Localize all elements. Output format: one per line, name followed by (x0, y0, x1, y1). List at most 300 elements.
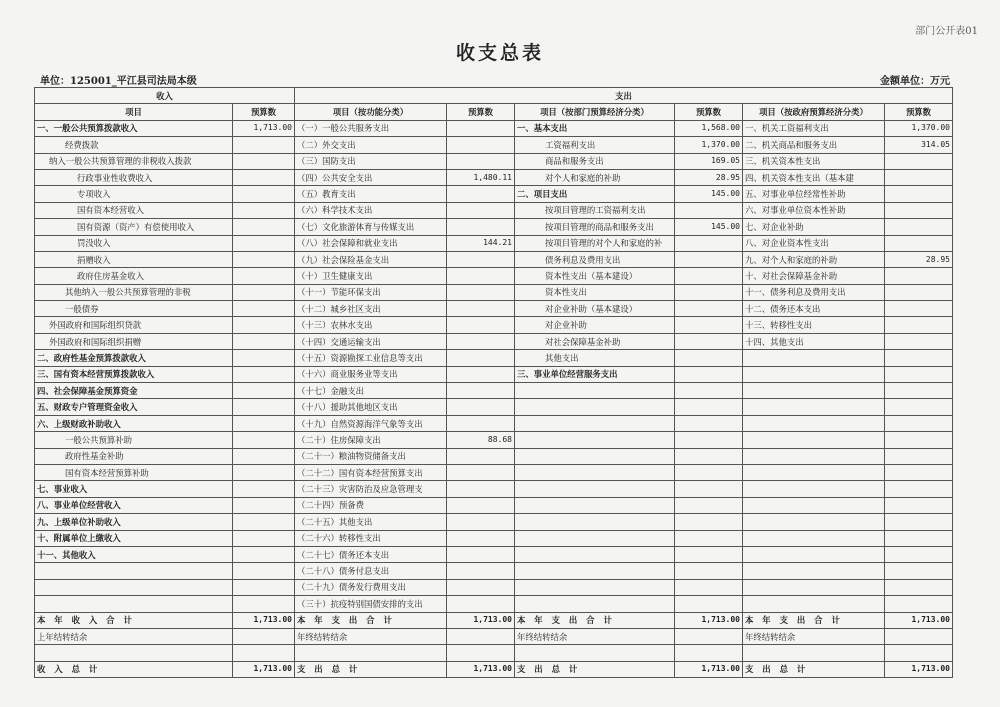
dept-amount (675, 399, 743, 415)
table-row (35, 579, 953, 595)
func-item: （十八）援助其他地区支出 (295, 399, 447, 415)
income-item: 五、财政专户管理资金收入 (35, 399, 233, 415)
end-balance-label: 年终结转结余 (515, 628, 675, 644)
gov-amount (885, 350, 953, 366)
dept-item (515, 432, 675, 448)
table-row (35, 596, 953, 612)
func-item: （二十九）债务发行费用支出 (295, 579, 447, 595)
dept-item: 一、基本支出 (515, 120, 675, 136)
dept-item: 债务利息及费用支出 (515, 251, 675, 267)
col-item-header: 项目 (35, 104, 233, 120)
func-amount: 88.68 (447, 432, 515, 448)
table-row (35, 366, 953, 382)
end-balance-label: 年终结转结余 (295, 628, 447, 644)
income-item: 其他纳入一般公共预算管理的非税 (35, 284, 233, 300)
table-row (35, 251, 953, 267)
dept-item (515, 497, 675, 513)
gov-amount (885, 284, 953, 300)
table-row (35, 350, 953, 366)
func-item: （一）一般公共服务支出 (295, 120, 447, 136)
gov-item (743, 415, 885, 431)
income-grand-total-value: 1,713.00 (233, 661, 295, 677)
func-amount (447, 268, 515, 284)
dept-amount (675, 579, 743, 595)
gov-item (743, 530, 885, 546)
gov-amount (885, 497, 953, 513)
income-amount (233, 497, 295, 513)
func-amount (447, 415, 515, 431)
blank-cell (675, 645, 743, 661)
table-row (35, 497, 953, 513)
dept-item (515, 579, 675, 595)
expense-grand-total-value: 1,713.00 (447, 661, 515, 677)
blank-cell (743, 645, 885, 661)
dept-item: 按项目管理的商品和服务支出 (515, 219, 675, 235)
func-amount (447, 219, 515, 235)
table-row (35, 530, 953, 546)
gov-amount (885, 530, 953, 546)
func-item: （二十）住房保障支出 (295, 432, 447, 448)
income-item (35, 563, 233, 579)
dept-amount (675, 415, 743, 431)
income-item: 专项收入 (35, 186, 233, 202)
expense-grand-total-value: 1,713.00 (885, 661, 953, 677)
func-amount (447, 284, 515, 300)
gov-amount (885, 415, 953, 431)
func-item: （三）国防支出 (295, 153, 447, 169)
dept-amount (675, 546, 743, 562)
func-item: （十）卫生健康支出 (295, 268, 447, 284)
year-expense-total-label: 本 年 支 出 合 计 (743, 612, 885, 628)
dept-item (515, 596, 675, 612)
end-balance-value (675, 628, 743, 644)
income-item (35, 596, 233, 612)
income-amount (233, 251, 295, 267)
func-item: （十六）商业服务业等支出 (295, 366, 447, 382)
gov-amount (885, 481, 953, 497)
dept-item (515, 383, 675, 399)
end-balance-label: 年终结转结余 (743, 628, 885, 644)
gov-amount (885, 399, 953, 415)
dept-item (515, 546, 675, 562)
year-expense-total-value: 1,713.00 (447, 612, 515, 628)
income-amount (233, 350, 295, 366)
gov-item (743, 497, 885, 513)
dept-amount (675, 432, 743, 448)
gov-item: 十四、其他支出 (743, 333, 885, 349)
income-amount (233, 579, 295, 595)
func-item: （二十七）债务还本支出 (295, 546, 447, 562)
gov-item: 一、机关工资福利支出 (743, 120, 885, 136)
gov-amount (885, 546, 953, 562)
table-row (35, 317, 953, 333)
table-row (35, 481, 953, 497)
func-item: （十四）交通运输支出 (295, 333, 447, 349)
year-expense-total-label: 本 年 支 出 合 计 (515, 612, 675, 628)
gov-amount: 1,370.00 (885, 120, 953, 136)
gov-amount (885, 464, 953, 480)
dept-amount (675, 366, 743, 382)
gov-amount (885, 153, 953, 169)
income-amount (233, 333, 295, 349)
func-amount (447, 333, 515, 349)
func-amount (447, 350, 515, 366)
dept-item: 工资福利支出 (515, 137, 675, 153)
func-item: （二）外交支出 (295, 137, 447, 153)
dept-amount (675, 251, 743, 267)
income-item: 九、上级单位补助收入 (35, 514, 233, 530)
income-amount (233, 169, 295, 185)
func-item: （二十一）粮油物资储备支出 (295, 448, 447, 464)
dept-amount (675, 464, 743, 480)
gov-item: 八、对企业资本性支出 (743, 235, 885, 251)
dept-amount (675, 596, 743, 612)
gov-item (743, 350, 885, 366)
income-amount (233, 317, 295, 333)
income-item: 政府性基金补助 (35, 448, 233, 464)
income-amount (233, 137, 295, 153)
func-item: （十三）农林水支出 (295, 317, 447, 333)
func-item: （九）社会保险基金支出 (295, 251, 447, 267)
gov-amount (885, 235, 953, 251)
func-amount (447, 383, 515, 399)
page-title: 收支总表 (455, 42, 544, 64)
table-row (35, 546, 953, 562)
gov-item: 九、对个人和家庭的补助 (743, 251, 885, 267)
income-item: 十、附属单位上缴收入 (35, 530, 233, 546)
expense-grand-total-label: 支 出 总 计 (743, 661, 885, 677)
income-amount (233, 153, 295, 169)
dept-item: 其他支出 (515, 350, 675, 366)
func-amount (447, 317, 515, 333)
end-balance-value (885, 628, 953, 644)
table-row (35, 383, 953, 399)
income-item: 六、上级财政补助收入 (35, 415, 233, 431)
gov-item: 十三、转移性支出 (743, 317, 885, 333)
func-item: （八）社会保障和就业支出 (295, 235, 447, 251)
income-item: 经费拨款 (35, 137, 233, 153)
table-row (35, 268, 953, 284)
gov-amount (885, 448, 953, 464)
func-amount (447, 514, 515, 530)
income-item: 二、政府性基金预算拨款收入 (35, 350, 233, 366)
income-item: 八、事业单位经营收入 (35, 497, 233, 513)
gov-item (743, 366, 885, 382)
blank-cell (35, 645, 233, 661)
gov-amount (885, 596, 953, 612)
dept-item (515, 415, 675, 431)
gov-amount (885, 366, 953, 382)
income-amount (233, 284, 295, 300)
gov-item: 十、对社会保障基金补助 (743, 268, 885, 284)
dept-item: 对企业补助（基本建设） (515, 301, 675, 317)
table-row (35, 563, 953, 579)
expense-grand-total-value: 1,713.00 (675, 661, 743, 677)
dept-amount (675, 481, 743, 497)
income-amount (233, 186, 295, 202)
income-amount (233, 235, 295, 251)
income-item: 国有资源（资产）有偿使用收入 (35, 219, 233, 235)
income-item: 行政事业性收费收入 (35, 169, 233, 185)
income-amount (233, 530, 295, 546)
func-amount (447, 530, 515, 546)
dept-amount: 28.95 (675, 169, 743, 185)
income-item: 四、社会保障基金预算资金 (35, 383, 233, 399)
income-item (35, 579, 233, 595)
dept-amount (675, 497, 743, 513)
dept-amount (675, 284, 743, 300)
dept-item (515, 530, 675, 546)
income-amount (233, 514, 295, 530)
table-row (35, 415, 953, 431)
gov-item: 六、对事业单位资本性补助 (743, 202, 885, 218)
income-item: 政府住房基金收入 (35, 268, 233, 284)
func-item: （二十八）债务付息支出 (295, 563, 447, 579)
gov-amount (885, 563, 953, 579)
func-item: （五）教育支出 (295, 186, 447, 202)
func-amount (447, 153, 515, 169)
func-amount (447, 546, 515, 562)
dept-item: 三、事业单位经营服务支出 (515, 366, 675, 382)
dept-amount (675, 514, 743, 530)
income-amount: 1,713.00 (233, 120, 295, 136)
col-dept-header: 项目（按部门预算经济分类） (515, 104, 675, 120)
dept-amount (675, 235, 743, 251)
table-row (35, 235, 953, 251)
func-amount (447, 186, 515, 202)
income-grand-total-label: 收 入 总 计 (35, 661, 233, 677)
income-amount (233, 202, 295, 218)
income-amount (233, 399, 295, 415)
income-amount (233, 415, 295, 431)
table-row (35, 333, 953, 349)
func-item: （四）公共安全支出 (295, 169, 447, 185)
income-amount (233, 268, 295, 284)
blank-cell (515, 645, 675, 661)
dept-item: 对社会保障基金补助 (515, 333, 675, 349)
table-row (35, 137, 953, 153)
income-amount (233, 301, 295, 317)
table-row (35, 448, 953, 464)
gov-item: 五、对事业单位经常性补助 (743, 186, 885, 202)
year-expense-total-value: 1,713.00 (675, 612, 743, 628)
income-amount (233, 596, 295, 612)
gov-item (743, 481, 885, 497)
expense-header: 支出 (295, 88, 953, 104)
gov-item: 十二、债务还本支出 (743, 301, 885, 317)
func-item: （七）文化旅游体育与传媒支出 (295, 219, 447, 235)
prev-balance-value (233, 628, 295, 644)
income-amount (233, 383, 295, 399)
gov-item (743, 579, 885, 595)
func-amount (447, 448, 515, 464)
dept-amount (675, 563, 743, 579)
table-row (35, 464, 953, 480)
income-item: 国有资本经营收入 (35, 202, 233, 218)
table-row (35, 432, 953, 448)
gov-item (743, 448, 885, 464)
dept-amount (675, 202, 743, 218)
col-gov-header: 项目（按政府预算经济分类） (743, 104, 885, 120)
gov-amount: 314.05 (885, 137, 953, 153)
col-amount-header: 预算数 (233, 104, 295, 120)
gov-amount (885, 383, 953, 399)
gov-item (743, 399, 885, 415)
func-item: （十一）节能环保支出 (295, 284, 447, 300)
end-balance-value (447, 628, 515, 644)
income-amount (233, 448, 295, 464)
table-row (35, 219, 953, 235)
income-amount (233, 546, 295, 562)
dept-amount (675, 268, 743, 284)
dept-item: 资本性支出（基本建设） (515, 268, 675, 284)
gov-amount (885, 202, 953, 218)
table-row (35, 169, 953, 185)
func-amount: 1,480.11 (447, 169, 515, 185)
dept-amount: 1,370.00 (675, 137, 743, 153)
dept-item: 按项目管理的对个人和家庭的补 (515, 235, 675, 251)
income-header: 收入 (35, 88, 295, 104)
income-amount (233, 464, 295, 480)
income-item: 三、国有资本经营预算拨款收入 (35, 366, 233, 382)
gov-amount (885, 333, 953, 349)
summary-table (34, 87, 953, 678)
func-amount (447, 366, 515, 382)
income-item: 纳入一般公共预算管理的非税收入拨款 (35, 153, 233, 169)
gov-amount (885, 186, 953, 202)
gov-amount: 28.95 (885, 251, 953, 267)
dept-amount: 145.00 (675, 186, 743, 202)
func-item: （二十二）国有资本经营预算支出 (295, 464, 447, 480)
dept-amount: 169.05 (675, 153, 743, 169)
dept-amount (675, 301, 743, 317)
table-row (35, 153, 953, 169)
table-row (35, 301, 953, 317)
unit-name: 单位：125001_平江县司法局本级 (40, 76, 197, 87)
dept-item (515, 563, 675, 579)
table-row (35, 202, 953, 218)
func-item: （十五）资源勘探工业信息等支出 (295, 350, 447, 366)
dept-item (515, 448, 675, 464)
func-amount (447, 137, 515, 153)
dept-amount: 145.00 (675, 219, 743, 235)
income-item: 外国政府和国际组织贷款 (35, 317, 233, 333)
gov-amount (885, 169, 953, 185)
table-row (35, 284, 953, 300)
dept-item (515, 464, 675, 480)
func-amount (447, 301, 515, 317)
col-amount-header: 预算数 (447, 104, 515, 120)
form-code: 部门公开表01 (915, 26, 978, 37)
income-amount (233, 219, 295, 235)
dept-item: 对企业补助 (515, 317, 675, 333)
gov-item: 十一、债务利息及费用支出 (743, 284, 885, 300)
income-amount (233, 481, 295, 497)
income-item: 一、一般公共预算拨款收入 (35, 120, 233, 136)
dept-item (515, 399, 675, 415)
income-item: 十一、其他收入 (35, 546, 233, 562)
year-expense-total-value: 1,713.00 (885, 612, 953, 628)
gov-item (743, 383, 885, 399)
func-amount (447, 464, 515, 480)
dept-amount (675, 333, 743, 349)
income-item: 捐赠收入 (35, 251, 233, 267)
func-amount (447, 399, 515, 415)
gov-amount (885, 514, 953, 530)
blank-cell (233, 645, 295, 661)
gov-amount (885, 301, 953, 317)
gov-item: 二、机关商品和服务支出 (743, 137, 885, 153)
gov-item (743, 546, 885, 562)
func-amount (447, 120, 515, 136)
dept-amount (675, 383, 743, 399)
func-amount (447, 596, 515, 612)
dept-amount (675, 350, 743, 366)
income-item: 一般债券 (35, 301, 233, 317)
func-item: （十二）城乡社区支出 (295, 301, 447, 317)
table-row (35, 186, 953, 202)
year-expense-total-label: 本 年 支 出 合 计 (295, 612, 447, 628)
dept-amount: 1,568.00 (675, 120, 743, 136)
gov-item (743, 596, 885, 612)
gov-amount (885, 579, 953, 595)
func-item: （十九）自然资源海洋气象等支出 (295, 415, 447, 431)
income-amount (233, 432, 295, 448)
func-item: （十七）金融支出 (295, 383, 447, 399)
func-amount (447, 251, 515, 267)
income-item: 外国政府和国际组织捐赠 (35, 333, 233, 349)
gov-item: 四、机关资本性支出（基本建 (743, 169, 885, 185)
dept-item: 资本性支出 (515, 284, 675, 300)
func-item: （二十四）预备费 (295, 497, 447, 513)
dept-amount (675, 530, 743, 546)
income-amount (233, 563, 295, 579)
col-amount-header: 预算数 (885, 104, 953, 120)
table-row (35, 120, 953, 136)
income-item: 罚没收入 (35, 235, 233, 251)
gov-item (743, 563, 885, 579)
income-amount (233, 366, 295, 382)
dept-item (515, 481, 675, 497)
table-row (35, 514, 953, 530)
gov-amount (885, 432, 953, 448)
func-amount (447, 497, 515, 513)
income-item: 七、事业收入 (35, 481, 233, 497)
table-row (35, 399, 953, 415)
func-amount (447, 579, 515, 595)
col-amount-header: 预算数 (675, 104, 743, 120)
func-item: （二十五）其他支出 (295, 514, 447, 530)
year-income-total-label: 本 年 收 入 合 计 (35, 612, 233, 628)
prev-balance-label: 上年结转结余 (35, 628, 233, 644)
gov-amount (885, 317, 953, 333)
blank-cell (295, 645, 447, 661)
func-amount (447, 563, 515, 579)
col-func-header: 项目（按功能分类） (295, 104, 447, 120)
func-amount: 144.21 (447, 235, 515, 251)
func-item: （三十）抗疫特别国债安排的支出 (295, 596, 447, 612)
expense-grand-total-label: 支 出 总 计 (515, 661, 675, 677)
income-item: 国有资本经营预算补助 (35, 464, 233, 480)
year-income-total-value: 1,713.00 (233, 612, 295, 628)
func-item: （二十三）灾害防治及应急管理支 (295, 481, 447, 497)
gov-amount (885, 219, 953, 235)
gov-item: 三、机关资本性支出 (743, 153, 885, 169)
dept-item: 二、项目支出 (515, 186, 675, 202)
expense-grand-total-label: 支 出 总 计 (295, 661, 447, 677)
blank-cell (447, 645, 515, 661)
dept-amount (675, 448, 743, 464)
